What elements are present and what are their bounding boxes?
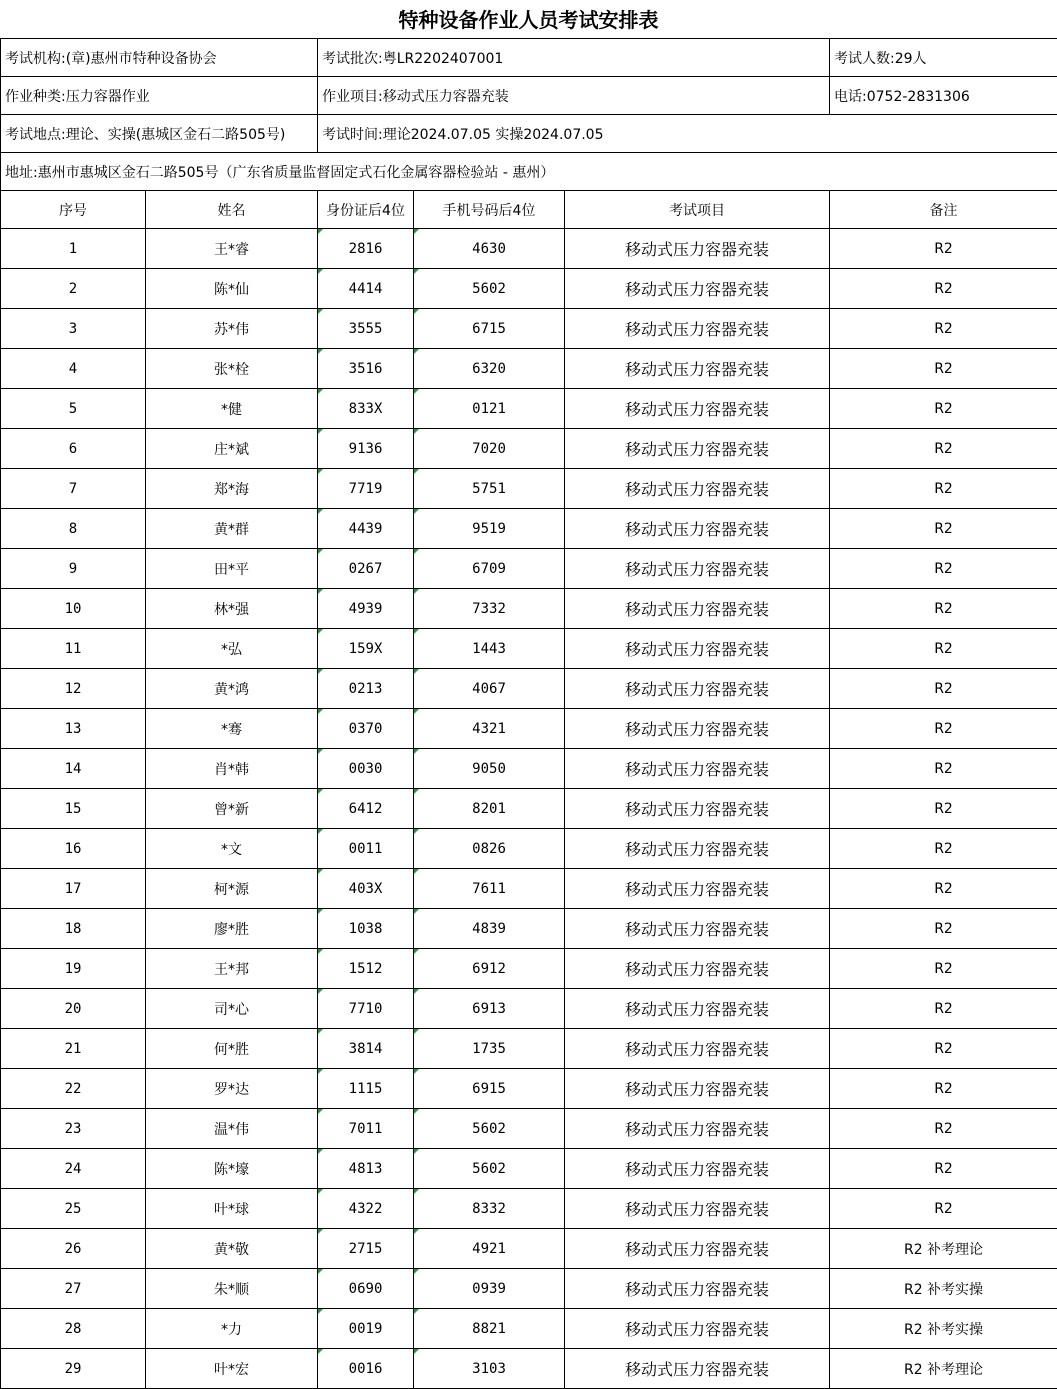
cell-phone-last4: 6915 — [414, 1069, 565, 1109]
cell-phone-last4: 6912 — [414, 949, 565, 989]
table-row — [1, 989, 1057, 1029]
cell-phone-last4: 1443 — [414, 629, 565, 669]
cell-phone-last4: 4630 — [414, 229, 565, 269]
cell-name: 王*邦 — [146, 949, 318, 989]
cell-name: *健 — [146, 389, 318, 429]
cell-no: 12 — [1, 669, 146, 709]
cell-exam-item: 移动式压力容器充装 — [565, 789, 830, 829]
col-header-note: 备注 — [830, 191, 1057, 229]
cell-no: 22 — [1, 1069, 146, 1109]
cell-note: R2 — [830, 789, 1057, 829]
cell-name: 何*胜 — [146, 1029, 318, 1069]
cell-id-last4: 6412 — [318, 789, 414, 829]
contact-phone: 电话:0752-2831306 — [830, 77, 1057, 115]
cell-id-last4: 2715 — [318, 1229, 414, 1269]
cell-no: 27 — [1, 1269, 146, 1309]
cell-name: 曾*新 — [146, 789, 318, 829]
cell-note: R2 — [830, 629, 1057, 669]
table-row — [1, 229, 1057, 269]
cell-note: R2 — [830, 749, 1057, 789]
cell-no: 29 — [1, 1349, 146, 1389]
cell-name: 田*平 — [146, 549, 318, 589]
table-row — [1, 429, 1057, 469]
table-row — [1, 469, 1057, 509]
cell-no: 28 — [1, 1309, 146, 1349]
cell-no: 2 — [1, 269, 146, 309]
cell-phone-last4: 9519 — [414, 509, 565, 549]
cell-phone-last4: 7611 — [414, 869, 565, 909]
exam-count: 考试人数:29人 — [830, 39, 1057, 77]
cell-note: R2 — [830, 1029, 1057, 1069]
info-row-4 — [1, 153, 1057, 191]
cell-exam-item: 移动式压力容器充装 — [565, 669, 830, 709]
cell-no: 9 — [1, 549, 146, 589]
cell-no: 25 — [1, 1189, 146, 1229]
table-row — [1, 749, 1057, 789]
table-row — [1, 389, 1057, 429]
cell-phone-last4: 8201 — [414, 789, 565, 829]
cell-id-last4: 0030 — [318, 749, 414, 789]
table-row — [1, 1349, 1057, 1389]
table-row — [1, 309, 1057, 349]
cell-name: 温*伟 — [146, 1109, 318, 1149]
cell-id-last4: 0019 — [318, 1309, 414, 1349]
exam-schedule-table — [0, 38, 1057, 1389]
cell-note: R2 — [830, 389, 1057, 429]
cell-id-last4: 0370 — [318, 709, 414, 749]
cell-exam-item: 移动式压力容器充装 — [565, 1349, 830, 1389]
col-header-no: 序号 — [1, 191, 146, 229]
cell-name: 黄*群 — [146, 509, 318, 549]
cell-note: R2 — [830, 949, 1057, 989]
cell-note: R2 — [830, 909, 1057, 949]
cell-name: *弘 — [146, 629, 318, 669]
cell-phone-last4: 4321 — [414, 709, 565, 749]
cell-phone-last4: 5602 — [414, 1149, 565, 1189]
table-row — [1, 1309, 1057, 1349]
cell-name: 郑*海 — [146, 469, 318, 509]
cell-id-last4: 1038 — [318, 909, 414, 949]
cell-id-last4: 3516 — [318, 349, 414, 389]
cell-note: R2 — [830, 469, 1057, 509]
cell-id-last4: 833X — [318, 389, 414, 429]
cell-id-last4: 0011 — [318, 829, 414, 869]
cell-exam-item: 移动式压力容器充装 — [565, 1189, 830, 1229]
table-row — [1, 589, 1057, 629]
cell-phone-last4: 5602 — [414, 269, 565, 309]
cell-exam-item: 移动式压力容器充装 — [565, 869, 830, 909]
col-header-phone: 手机号码后4位 — [414, 191, 565, 229]
table-row — [1, 629, 1057, 669]
cell-name: 肖*韩 — [146, 749, 318, 789]
cell-id-last4: 3814 — [318, 1029, 414, 1069]
cell-id-last4: 0690 — [318, 1269, 414, 1309]
cell-note: R2 补考实操 — [830, 1269, 1057, 1309]
cell-exam-item: 移动式压力容器充装 — [565, 709, 830, 749]
cell-phone-last4: 4839 — [414, 909, 565, 949]
cell-exam-item: 移动式压力容器充装 — [565, 549, 830, 589]
cell-exam-item: 移动式压力容器充装 — [565, 1229, 830, 1269]
cell-phone-last4: 4067 — [414, 669, 565, 709]
cell-note: R2 — [830, 1149, 1057, 1189]
table-row — [1, 1269, 1057, 1309]
table-row — [1, 1069, 1057, 1109]
cell-note: R2 — [830, 1109, 1057, 1149]
cell-note: R2 — [830, 229, 1057, 269]
cell-note: R2 — [830, 1189, 1057, 1229]
cell-no: 26 — [1, 1229, 146, 1269]
cell-no: 13 — [1, 709, 146, 749]
cell-exam-item: 移动式压力容器充装 — [565, 1069, 830, 1109]
cell-id-last4: 403X — [318, 869, 414, 909]
cell-no: 18 — [1, 909, 146, 949]
table-row — [1, 869, 1057, 909]
cell-note: R2 — [830, 669, 1057, 709]
cell-phone-last4: 8332 — [414, 1189, 565, 1229]
cell-id-last4: 7710 — [318, 989, 414, 1029]
table-row — [1, 709, 1057, 749]
cell-name: 陈*仙 — [146, 269, 318, 309]
table-row — [1, 909, 1057, 949]
cell-note: R2 — [830, 429, 1057, 469]
cell-exam-item: 移动式压力容器充装 — [565, 349, 830, 389]
table-row — [1, 829, 1057, 869]
exam-org: 考试机构:(章)惠州市特种设备协会 — [1, 39, 318, 77]
cell-exam-item: 移动式压力容器充装 — [565, 389, 830, 429]
cell-id-last4: 4813 — [318, 1149, 414, 1189]
cell-no: 24 — [1, 1149, 146, 1189]
cell-id-last4: 159X — [318, 629, 414, 669]
info-row-2 — [1, 77, 1057, 115]
cell-name: 叶*宏 — [146, 1349, 318, 1389]
cell-exam-item: 移动式压力容器充装 — [565, 589, 830, 629]
table-row — [1, 1109, 1057, 1149]
cell-no: 10 — [1, 589, 146, 629]
cell-id-last4: 7011 — [318, 1109, 414, 1149]
cell-phone-last4: 6913 — [414, 989, 565, 1029]
cell-name: 柯*源 — [146, 869, 318, 909]
cell-name: 黄*敬 — [146, 1229, 318, 1269]
cell-name: 朱*顺 — [146, 1269, 318, 1309]
work-item: 作业项目:移动式压力容器充装 — [318, 77, 830, 115]
cell-id-last4: 2816 — [318, 229, 414, 269]
cell-exam-item: 移动式压力容器充装 — [565, 509, 830, 549]
work-category: 作业种类:压力容器作业 — [1, 77, 318, 115]
cell-id-last4: 4439 — [318, 509, 414, 549]
col-header-name: 姓名 — [146, 191, 318, 229]
cell-no: 7 — [1, 469, 146, 509]
cell-exam-item: 移动式压力容器充装 — [565, 309, 830, 349]
cell-exam-item: 移动式压力容器充装 — [565, 749, 830, 789]
col-header-item: 考试项目 — [565, 191, 830, 229]
cell-name: 王*睿 — [146, 229, 318, 269]
cell-name: 陈*壕 — [146, 1149, 318, 1189]
cell-name: *文 — [146, 829, 318, 869]
cell-exam-item: 移动式压力容器充装 — [565, 1309, 830, 1349]
cell-exam-item: 移动式压力容器充装 — [565, 629, 830, 669]
cell-phone-last4: 1735 — [414, 1029, 565, 1069]
cell-exam-item: 移动式压力容器充装 — [565, 989, 830, 1029]
cell-id-last4: 9136 — [318, 429, 414, 469]
cell-id-last4: 4322 — [318, 1189, 414, 1229]
table-row — [1, 1189, 1057, 1229]
cell-phone-last4: 0939 — [414, 1269, 565, 1309]
cell-id-last4: 4939 — [318, 589, 414, 629]
cell-name: *力 — [146, 1309, 318, 1349]
cell-note: R2 — [830, 869, 1057, 909]
cell-note: R2 — [830, 709, 1057, 749]
cell-name: 苏*伟 — [146, 309, 318, 349]
cell-id-last4: 3555 — [318, 309, 414, 349]
page-title: 特种设备作业人员考试安排表 — [0, 0, 1057, 38]
cell-exam-item: 移动式压力容器充装 — [565, 229, 830, 269]
cell-phone-last4: 8821 — [414, 1309, 565, 1349]
cell-phone-last4: 5602 — [414, 1109, 565, 1149]
cell-note: R2 — [830, 509, 1057, 549]
cell-no: 8 — [1, 509, 146, 549]
cell-note: R2 — [830, 549, 1057, 589]
table-row — [1, 789, 1057, 829]
cell-name: 司*心 — [146, 989, 318, 1029]
exam-address: 地址:惠州市惠城区金石二路505号（广东省质量监督固定式石化金属容器检验站 - 惠州） — [1, 153, 1057, 191]
column-header-row — [1, 191, 1057, 229]
cell-name: 林*强 — [146, 589, 318, 629]
cell-name: 廖*胜 — [146, 909, 318, 949]
cell-phone-last4: 0121 — [414, 389, 565, 429]
cell-phone-last4: 6709 — [414, 549, 565, 589]
cell-id-last4: 7719 — [318, 469, 414, 509]
cell-id-last4: 0267 — [318, 549, 414, 589]
cell-note: R2 — [830, 269, 1057, 309]
cell-id-last4: 1115 — [318, 1069, 414, 1109]
cell-no: 3 — [1, 309, 146, 349]
cell-no: 4 — [1, 349, 146, 389]
cell-name: 叶*球 — [146, 1189, 318, 1229]
cell-id-last4: 0213 — [318, 669, 414, 709]
cell-phone-last4: 6715 — [414, 309, 565, 349]
table-row — [1, 509, 1057, 549]
cell-note: R2 — [830, 349, 1057, 389]
cell-exam-item: 移动式压力容器充装 — [565, 269, 830, 309]
cell-no: 16 — [1, 829, 146, 869]
cell-exam-item: 移动式压力容器充装 — [565, 949, 830, 989]
table-row — [1, 549, 1057, 589]
cell-exam-item: 移动式压力容器充装 — [565, 1109, 830, 1149]
table-row — [1, 1229, 1057, 1269]
cell-name: 张*栓 — [146, 349, 318, 389]
cell-phone-last4: 6320 — [414, 349, 565, 389]
cell-phone-last4: 0826 — [414, 829, 565, 869]
cell-no: 1 — [1, 229, 146, 269]
cell-note: R2 补考理论 — [830, 1229, 1057, 1269]
cell-note: R2 — [830, 309, 1057, 349]
cell-phone-last4: 7020 — [414, 429, 565, 469]
cell-no: 17 — [1, 869, 146, 909]
cell-exam-item: 移动式压力容器充装 — [565, 829, 830, 869]
cell-no: 19 — [1, 949, 146, 989]
table-row — [1, 269, 1057, 309]
cell-no: 21 — [1, 1029, 146, 1069]
cell-phone-last4: 9050 — [414, 749, 565, 789]
cell-exam-item: 移动式压力容器充装 — [565, 1029, 830, 1069]
info-row-1 — [1, 39, 1057, 77]
cell-phone-last4: 3103 — [414, 1349, 565, 1389]
cell-note: R2 — [830, 989, 1057, 1029]
cell-name: 罗*达 — [146, 1069, 318, 1109]
cell-exam-item: 移动式压力容器充装 — [565, 909, 830, 949]
cell-no: 11 — [1, 629, 146, 669]
cell-exam-item: 移动式压力容器充装 — [565, 1269, 830, 1309]
cell-no: 20 — [1, 989, 146, 1029]
cell-phone-last4: 7332 — [414, 589, 565, 629]
info-row-3 — [1, 115, 1057, 153]
cell-name: 庄*斌 — [146, 429, 318, 469]
table-row — [1, 1029, 1057, 1069]
cell-note: R2 — [830, 589, 1057, 629]
cell-exam-item: 移动式压力容器充装 — [565, 429, 830, 469]
exam-time: 考试时间:理论2024.07.05 实操2024.07.05 — [318, 115, 1057, 153]
cell-no: 5 — [1, 389, 146, 429]
cell-no: 6 — [1, 429, 146, 469]
cell-phone-last4: 5751 — [414, 469, 565, 509]
cell-no: 15 — [1, 789, 146, 829]
table-row — [1, 1149, 1057, 1189]
table-row — [1, 669, 1057, 709]
col-header-id: 身份证后4位 — [318, 191, 414, 229]
exam-location: 考试地点:理论、实操(惠城区金石二路505号) — [1, 115, 318, 153]
cell-id-last4: 0016 — [318, 1349, 414, 1389]
cell-no: 14 — [1, 749, 146, 789]
cell-exam-item: 移动式压力容器充装 — [565, 469, 830, 509]
cell-phone-last4: 4921 — [414, 1229, 565, 1269]
exam-batch: 考试批次:粤LR2202407001 — [318, 39, 830, 77]
cell-id-last4: 4414 — [318, 269, 414, 309]
cell-id-last4: 1512 — [318, 949, 414, 989]
cell-note: R2 补考实操 — [830, 1309, 1057, 1349]
cell-note: R2 — [830, 829, 1057, 869]
cell-exam-item: 移动式压力容器充装 — [565, 1149, 830, 1189]
cell-name: *骞 — [146, 709, 318, 749]
cell-note: R2 — [830, 1069, 1057, 1109]
table-row — [1, 949, 1057, 989]
cell-name: 黄*鸿 — [146, 669, 318, 709]
table-row — [1, 349, 1057, 389]
cell-note: R2 补考理论 — [830, 1349, 1057, 1389]
cell-no: 23 — [1, 1109, 146, 1149]
